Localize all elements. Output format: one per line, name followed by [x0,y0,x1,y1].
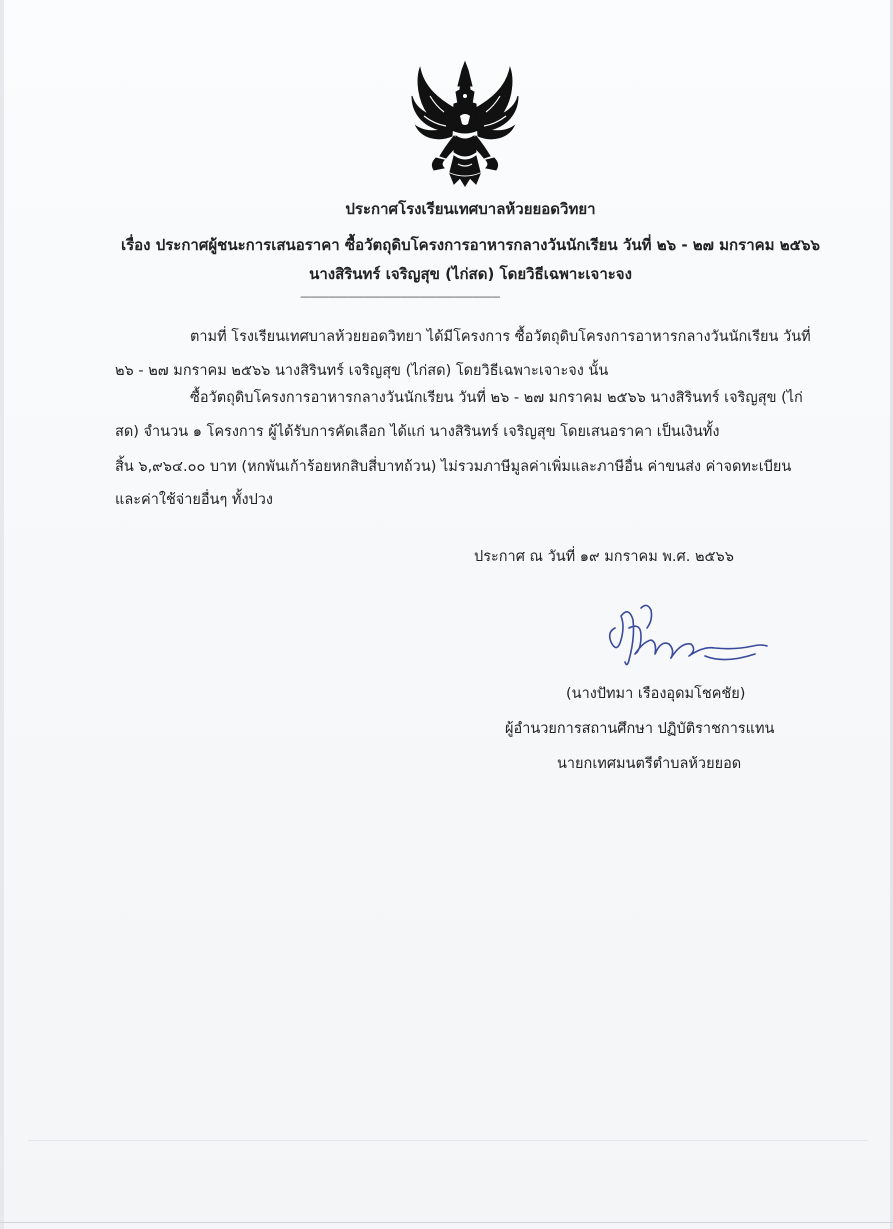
paragraph-1-line-1: ตามที่ โรงเรียนเทศบาลห้วยยอดวิทยา ได้มีโครงการ ซื้อวัตถุดิบโครงการอาหารกลางวันนักเรียน วันที่ [190,329,811,345]
subject-line-2: นางสิรินทร์ เจริญสุข (ไก่สด) โดยวิธีเฉพาะเจาะจง [309,265,632,283]
paragraph-2-line-1: ซื้อวัตถุดิบโครงการอาหารกลางวันนักเรียน วันที่ ๒๖ - ๒๗ มกราคม ๒๕๖๖ นางสิรินทร์ เจริญสุข (ไก่ [190,390,803,406]
signatory-position-2: นายกเทศมนตรีตำบลห้วยยอด [557,756,742,772]
signatory-position-1: ผู้อำนวยการสถานศึกษา ปฏิบัติราชการแทน [505,721,775,737]
paper-fold-line [28,1140,868,1141]
title-divider: ------------------------------------------------------------------------ [300,290,500,303]
subject-line-1: เรื่อง ประกาศผู้ชนะการเสนอราคา ซื้อวัตถุดิบโครงการอาหารกลางวันนักเรียน วันที่ ๒๖ - ๒๗ มกราคม ๒๕๖๖ [120,236,821,254]
signatory-name: (นางปัทมา เรืองอุดมโชคชัย) [566,686,746,702]
announcement-date: ประกาศ ณ วันที่ ๑๙ มกราคม พ.ศ. ๒๕๖๖ [474,549,734,565]
paragraph-2-line-2: สด) จำนวน ๑ โครงการ ผู้ได้รับการคัดเลือก ได้แก่ นางสิรินทร์ เจริญสุข โดยเสนอราคา เป็นเงินทั้ง [115,424,720,440]
document-title: ประกาศโรงเรียนเทศบาลห้วยยอดวิทยา [345,200,596,218]
scan-bottom-edge [0,1222,893,1223]
paragraph-1-line-2: ๒๖ - ๒๗ มกราคม ๒๕๖๖ นางสิรินทร์ เจริญสุข (ไก่สด) โดยวิธีเฉพาะเจาะจง นั้น [115,363,609,379]
handwritten-signature-icon [585,598,775,678]
paragraph-2-line-4: และค่าใช้จ่ายอื่นๆ ทั้งปวง [115,492,273,508]
paragraph-2-line-3: สิ้น ๖,๙๖๔.๐๐ บาท (หกพันเก้าร้อยหกสิบสี่บาทถ้วน) ไม่รวมภาษีมูลค่าเพิ่มและภาษีอื่น ค่าขนส่ง ค่าจดทะเบียน [115,459,792,475]
garuda-emblem-icon [410,60,520,188]
scan-edge-left [0,0,4,1229]
